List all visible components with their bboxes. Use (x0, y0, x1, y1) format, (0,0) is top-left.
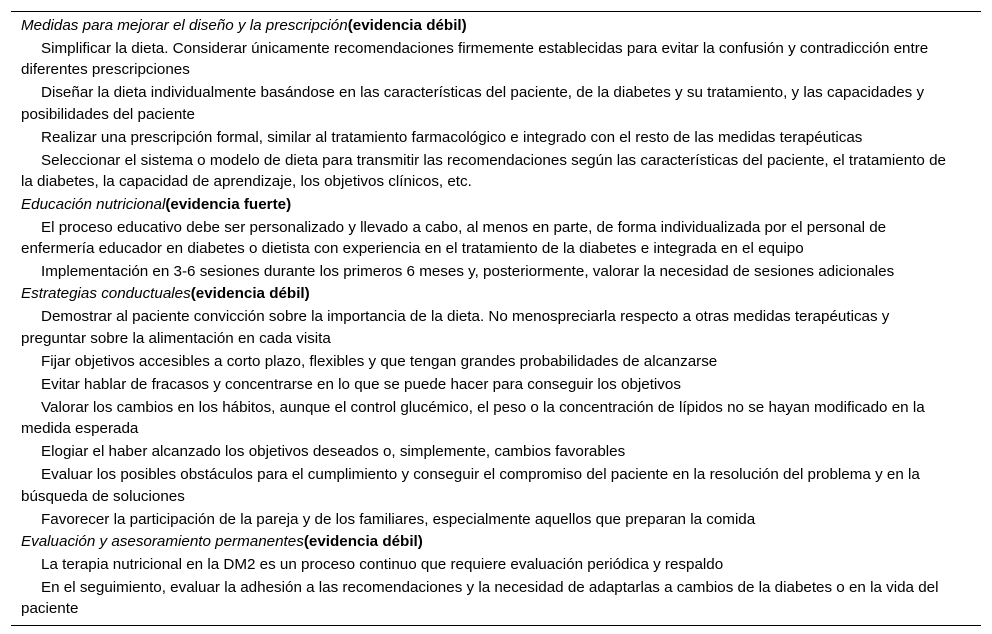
recommendation-item: Simplificar la dieta. Considerar únicamente recomendaciones firmemente establecidas para evitar la confusión y contradicción entre diferentes prescripciones (21, 40, 929, 79)
recommendation-item: Valorar los cambios en los hábitos, aunque el control glucémico, el peso o la concentración de lípidos no se hayan modificado en la medida esperada (21, 398, 925, 438)
recommendation-item: Implementación en 3-6 sesiones durante los primeros 6 meses y, posteriormente, valorar la necesidad de sesiones adicionales (41, 263, 895, 281)
recommendations-table (11, 11, 981, 626)
evidence-label: (evidencia fuerte) (165, 195, 292, 213)
evidence-label: (evidencia débil) (347, 17, 467, 34)
recommendation-item: Evitar hablar de fracasos y concentrarse en lo que se puede hacer para conseguir los objetivos (41, 375, 681, 393)
recommendation-item: Realizar una prescripción formal, similar al tratamiento farmacológico e integrado con el resto de las medidas terapéuticas (41, 128, 863, 146)
evidence-label: (evidencia débil) (303, 533, 423, 551)
section-title: Estrategias conductuales (21, 285, 191, 303)
section-header (11, 194, 981, 215)
recommendation-item: Fijar objetivos accesibles a corto plazo, flexibles y que tengan grandes probabilidades de alcanzarse (41, 352, 718, 370)
recommendation-item: Elogiar el haber alcanzado los objetivos deseados o, simplemente, cambios favorables (41, 443, 626, 461)
recommendation-item: Seleccionar el sistema o modelo de dieta para transmitir las recomendaciones según las características del paciente, el tratamiento de la diabetes, la capacidad de aprendizaje, los objetivos clínicos, etc. (21, 151, 946, 191)
recommendation-item: Favorecer la participación de la pareja y de los familiares, especialmente aquellos que preparan la comida (41, 510, 756, 528)
recommendation-item: En el seguimiento, evaluar la adhesión a las recomendaciones y la necesidad de adaptarlas a cambios de la diabetes o en la vida del paciente (21, 579, 939, 618)
section-header (11, 531, 981, 552)
section-header (11, 15, 981, 36)
recommendation-item: Demostrar al paciente convicción sobre la importancia de la dieta. No menospreciarla respecto a otras medidas terapéuticas y preguntar sobre la alimentación en cada visita (21, 308, 890, 347)
section-title: Educación nutricional (21, 195, 166, 213)
recommendation-item: El proceso educativo debe ser personalizado y llevado a cabo, al menos en parte, de forma individualizada por el personal de enfermería educador en diabetes o dietista con experiencia en el tratamiento de la diabetes e integrada en el equipo (21, 218, 887, 258)
evidence-label: (evidencia débil) (190, 285, 310, 303)
section-title: Medidas para mejorar el diseño y la prescripción (21, 17, 348, 34)
recommendation-item: Evaluar los posibles obstáculos para el cumplimiento y conseguir el compromiso del paciente en la resolución del problema y en la búsqueda de soluciones (21, 466, 920, 505)
recommendation-item: La terapia nutricional en la DM2 es un proceso continuo que requiere evaluación periódica y respaldo (41, 556, 724, 574)
section-title: Evaluación y asesoramiento permanentes (21, 533, 304, 551)
section-header (11, 283, 981, 304)
recommendation-item: Diseñar la dieta individualmente basándose en las características del paciente, de la diabetes y su tratamiento, y las capacidades y posibilidades del paciente (21, 84, 925, 123)
